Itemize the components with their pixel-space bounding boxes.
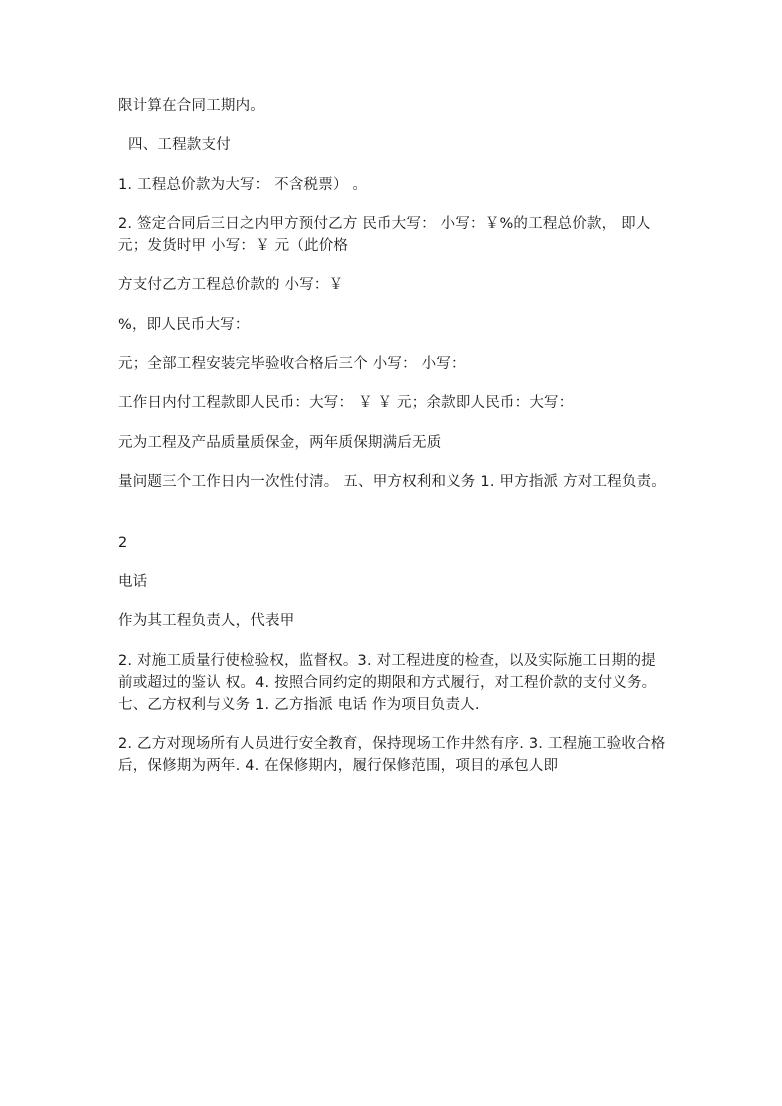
paragraph-total-price: 1. 工程总价款为大写： 不含税票） 。 [118, 177, 368, 193]
paragraph-duration-note: 限计算在合同工期内。 [118, 98, 265, 114]
section-heading-payment: 四、工程款支付 [128, 137, 231, 153]
paragraph-percent-rmb: %，即人民币大写： [118, 317, 250, 333]
paragraph-party-a-rights: 量问题三个工作日内一次性付清。 五、甲方权利和义务 1. 甲方指派 方对工程负责。 [118, 474, 666, 490]
paragraph-warranty-deposit: 元为工程及产品质量质保金，两年质保期满后无质 [118, 435, 442, 451]
paragraph-inspection-rights: 2. 对施工质量行使检验权，监督权。3. 对工程进度的检查，以及实际施工日期的提前或超过的鉴认 权。4. 按照合同约定的期限和方式履行，对工程价款的支付义务。 七、乙方权利与义务 1. 乙方指派 电话 作为项目负责人. [118, 653, 657, 713]
paragraph-party-b-duties: 2. 乙方对现场所有人员进行安全教育，保持现场工作井然有序. 3. 工程施工验收合格后，保修期为两年. 4. 在保修期内，履行保修范围，项目的承包人即 [118, 736, 666, 774]
paragraph-advance-payment: 2. 签定合同后三日之内甲方预付乙方 民币大写： 小写：￥%的工程总价款， 即人 元；发货时甲 小写：￥ 元（此价格 [118, 216, 651, 254]
paragraph-acceptance: 元；全部工程安装完毕验收合格后三个 小写： 小写： [118, 356, 466, 372]
paragraph-project-lead: 作为其工程负责人，代表甲 [118, 613, 295, 629]
paragraph-payment-ratio: 方支付乙方工程总价款的 小写：￥ [118, 277, 344, 293]
paragraph-workday-payment: 工作日内付工程款即人民币：大写： ￥ ￥ 元；余款即人民币：大写： [118, 395, 574, 411]
paragraph-number-2: 2 [118, 535, 128, 551]
paragraph-phone: 电话 [118, 574, 148, 590]
